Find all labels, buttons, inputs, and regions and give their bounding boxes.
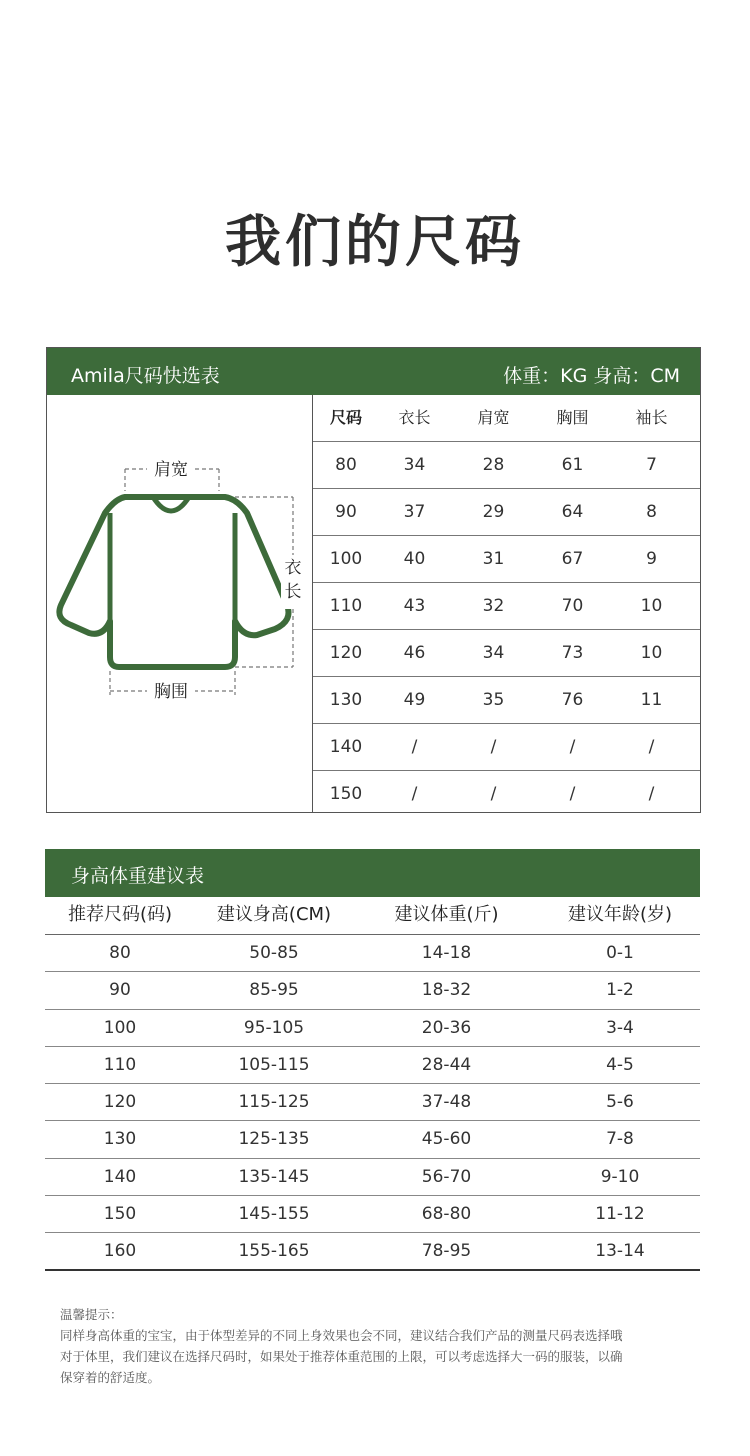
sweater-outline bbox=[59, 497, 288, 667]
notice-line: 对于体里，我们建议在选择尺码时，如果处于推荐体重范围的上限，可以考虑选择大一码的服装，以确 bbox=[60, 1349, 623, 1364]
recommend-cell: 110 bbox=[103, 1054, 137, 1075]
size-chart-cell: 43 bbox=[403, 596, 426, 616]
recommend-cell: 14-18 bbox=[421, 943, 472, 963]
size-chart-table bbox=[46, 347, 701, 813]
page-title: 我们的尺码 bbox=[225, 210, 525, 275]
recommend-row bbox=[45, 1159, 700, 1196]
size-chart-cell: 61 bbox=[561, 455, 584, 475]
size-chart-cell: / bbox=[648, 784, 655, 804]
recommend-cell: 78-95 bbox=[421, 1241, 472, 1262]
size-chart-cell: 140 bbox=[329, 737, 363, 757]
size-chart-grid bbox=[313, 395, 700, 822]
recommend-cell: 140 bbox=[103, 1166, 137, 1187]
size-chart-row bbox=[313, 771, 700, 822]
recommend-cell: 160 bbox=[103, 1241, 137, 1262]
sweater-illustration bbox=[47, 395, 312, 813]
size-chart-cell: 11 bbox=[640, 690, 663, 710]
size-chart-header bbox=[47, 348, 700, 395]
recommend-cell: 90 bbox=[109, 980, 131, 1001]
size-chart-cell: 64 bbox=[561, 502, 584, 522]
size-chart-cell: 46 bbox=[403, 643, 426, 663]
size-chart-row bbox=[313, 724, 700, 771]
size-chart-cell: 32 bbox=[482, 596, 505, 616]
recommend-cell: 145-155 bbox=[238, 1204, 310, 1225]
recommend-row bbox=[45, 935, 700, 972]
recommend-cell: 155-165 bbox=[238, 1241, 310, 1262]
notice-heading: 温馨提示： bbox=[60, 1307, 123, 1322]
size-chart-cell: 110 bbox=[329, 596, 363, 616]
size-chart-column-header: 胸围 bbox=[556, 408, 589, 427]
size-chart-cell: 35 bbox=[482, 690, 505, 710]
size-chart-cell: 130 bbox=[329, 690, 363, 710]
size-chart-cell: 49 bbox=[403, 690, 426, 710]
size-chart-cell: 10 bbox=[640, 643, 663, 663]
recommend-cell: 20-36 bbox=[421, 1017, 472, 1038]
length-label-2: 长 bbox=[284, 582, 302, 602]
size-chart-cell: 73 bbox=[561, 643, 584, 663]
size-chart-column-header: 尺码 bbox=[329, 408, 362, 427]
recommend-row bbox=[45, 1121, 700, 1158]
size-chart-cell: 76 bbox=[561, 690, 584, 710]
recommend-cell: 68-80 bbox=[421, 1204, 472, 1225]
recommend-cell: 37-48 bbox=[421, 1092, 472, 1113]
size-chart-title: Amila尺码快选表 bbox=[71, 365, 220, 387]
size-chart-cell: 40 bbox=[403, 549, 426, 569]
notice-line: 同样身高体重的宝宝，由于体型差异的不同上身效果也会不同，建议结合我们产品的测量尺码表选择哦 bbox=[60, 1328, 623, 1343]
recommend-cell: 150 bbox=[103, 1204, 137, 1225]
notice-line: 保穿着的舒适度。 bbox=[60, 1370, 161, 1385]
recommend-cell: 130 bbox=[103, 1129, 137, 1150]
size-chart-row bbox=[313, 583, 700, 630]
size-chart-cell: 7 bbox=[646, 455, 657, 475]
size-chart-cell: 100 bbox=[329, 549, 363, 569]
size-chart-units: 体重：KG 身高：CM bbox=[503, 365, 680, 387]
chest-label: 胸围 bbox=[154, 682, 188, 702]
recommend-cell: 115-125 bbox=[238, 1092, 310, 1113]
recommend-cell: 3-4 bbox=[606, 1017, 634, 1038]
size-chart-row bbox=[313, 630, 700, 677]
recommend-cell: 45-60 bbox=[421, 1129, 472, 1150]
size-chart-row bbox=[313, 536, 700, 583]
recommend-cell: 5-6 bbox=[606, 1092, 634, 1113]
size-chart-column-header: 袖长 bbox=[635, 408, 668, 427]
size-chart-cell: 34 bbox=[482, 643, 505, 663]
recommend-cell: 56-70 bbox=[421, 1166, 472, 1187]
recommend-cell: 4-5 bbox=[606, 1054, 634, 1075]
size-chart-row bbox=[313, 442, 700, 489]
recommend-row bbox=[45, 1047, 700, 1084]
garment-diagram bbox=[47, 395, 313, 813]
recommend-column-header: 建议体重(斤) bbox=[394, 904, 499, 925]
recommend-row bbox=[45, 1010, 700, 1047]
recommend-column-header: 建议身高(CM) bbox=[216, 904, 332, 925]
size-chart-cell: / bbox=[569, 737, 576, 757]
size-chart-cell: 28 bbox=[482, 455, 505, 475]
recommend-cell: 120 bbox=[103, 1092, 137, 1113]
recommend-cell: 9-10 bbox=[600, 1166, 640, 1187]
recommend-cell: 11-12 bbox=[595, 1204, 645, 1225]
recommend-column-header: 建议年龄(岁) bbox=[567, 904, 673, 925]
recommend-row bbox=[45, 1196, 700, 1233]
recommend-cell: 28-44 bbox=[421, 1054, 472, 1075]
size-chart-cell: 67 bbox=[561, 549, 584, 569]
size-chart-cell: 34 bbox=[403, 455, 426, 475]
size-chart-row bbox=[313, 677, 700, 724]
size-chart-cell: 9 bbox=[646, 549, 657, 569]
size-chart-cell: 31 bbox=[482, 549, 505, 569]
size-chart-row bbox=[313, 489, 700, 536]
recommend-cell: 7-8 bbox=[606, 1129, 634, 1150]
size-chart-header-row bbox=[313, 395, 700, 442]
size-chart-cell: 90 bbox=[335, 502, 357, 522]
recommend-table-title: 身高体重建议表 bbox=[45, 849, 700, 897]
recommend-cell: 0-1 bbox=[606, 943, 634, 963]
recommend-cell: 135-145 bbox=[238, 1166, 310, 1187]
size-chart-cell: 150 bbox=[329, 784, 363, 804]
size-chart-cell: / bbox=[411, 784, 418, 804]
size-chart-cell: 80 bbox=[335, 455, 357, 475]
recommend-cell: 100 bbox=[103, 1017, 137, 1038]
size-chart-cell: 120 bbox=[329, 643, 363, 663]
recommend-cell: 13-14 bbox=[595, 1241, 645, 1262]
recommend-cell: 105-115 bbox=[238, 1054, 310, 1075]
notice bbox=[60, 1304, 700, 1388]
recommend-cell: 1-2 bbox=[606, 980, 634, 1001]
recommend-cell: 80 bbox=[109, 943, 131, 963]
size-chart-cell: 70 bbox=[561, 596, 584, 616]
size-chart-cell: / bbox=[569, 784, 576, 804]
recommend-cell: 18-32 bbox=[421, 980, 472, 1001]
recommend-header-row bbox=[45, 897, 700, 935]
recommend-table bbox=[45, 849, 700, 1274]
size-chart-cell: / bbox=[490, 784, 497, 804]
size-chart-cell: / bbox=[411, 737, 418, 757]
shoulder-label: 肩宽 bbox=[154, 460, 188, 480]
recommend-row bbox=[45, 1084, 700, 1121]
size-chart-column-header: 衣长 bbox=[398, 408, 431, 427]
recommend-row bbox=[45, 1233, 700, 1270]
length-label-1: 衣 bbox=[284, 558, 302, 578]
recommend-row bbox=[45, 972, 700, 1009]
recommend-cell: 95-105 bbox=[243, 1017, 305, 1038]
recommend-cell: 125-135 bbox=[238, 1129, 310, 1150]
recommend-cell: 50-85 bbox=[249, 943, 299, 963]
size-chart-cell: 29 bbox=[482, 502, 505, 522]
size-chart-column-header: 肩宽 bbox=[477, 408, 510, 427]
size-chart-cell: / bbox=[648, 737, 655, 757]
size-chart-cell: 8 bbox=[646, 502, 657, 522]
recommend-table-body bbox=[45, 897, 700, 1271]
recommend-column-header: 推荐尺码(码) bbox=[67, 904, 173, 925]
size-chart-cell: 37 bbox=[403, 502, 426, 522]
size-chart-cell: / bbox=[490, 737, 497, 757]
size-chart-cell: 10 bbox=[640, 596, 663, 616]
recommend-cell: 85-95 bbox=[249, 980, 299, 1001]
